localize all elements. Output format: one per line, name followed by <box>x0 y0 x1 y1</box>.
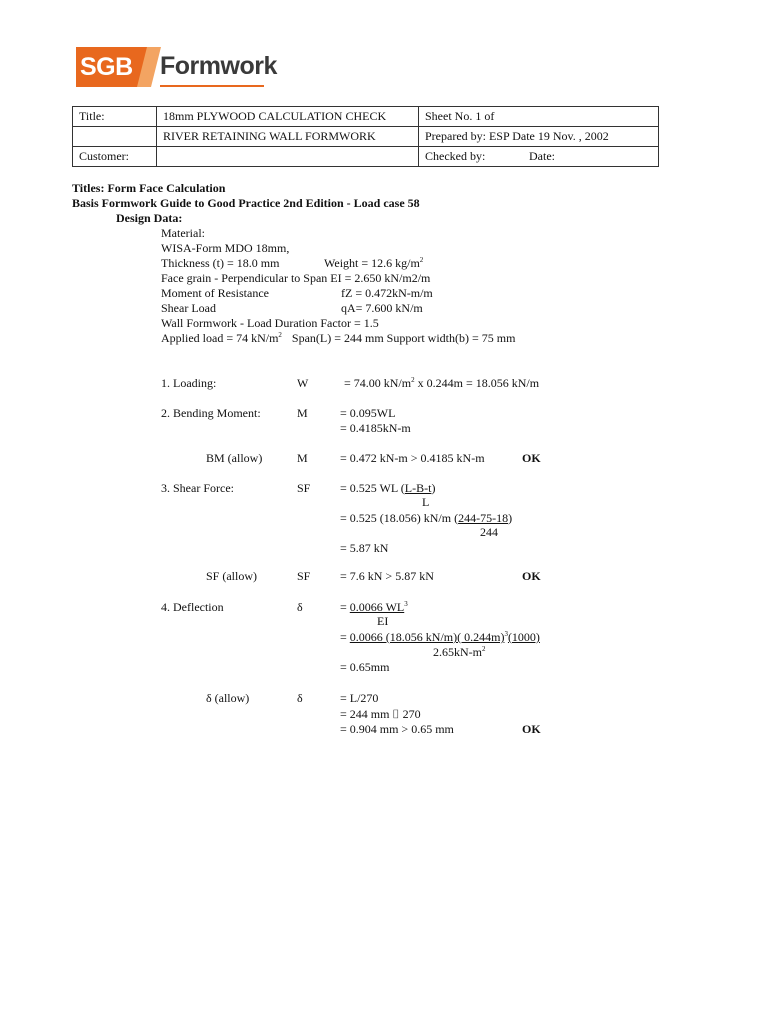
def-allow-eq3: = 0.904 mm > 0.65 mm <box>340 722 454 736</box>
customer-label: Customer: <box>73 147 157 167</box>
bm-allow-eq: = 0.472 kN-m > 0.4185 kN-m <box>340 451 485 465</box>
sf-allow-label: SF (allow) <box>206 569 257 583</box>
design-thickness: Thickness (t) = 18.0 mm <box>161 256 280 270</box>
design-weight-sup: 2 <box>419 256 424 264</box>
loading-eq-b: x 0.244m = 18.056 kN/m <box>414 376 540 390</box>
design-moment-value: fZ = 0.472kN-m/m <box>341 286 433 300</box>
heading-basis: Basis Formwork Guide to Good Practice 2nd Edition - Load case 58 <box>72 196 420 210</box>
company-logo <box>76 47 277 91</box>
bm-allow-label: BM (allow) <box>206 451 263 465</box>
checked-by-cell <box>419 147 659 167</box>
bm-symbol: M <box>297 406 308 420</box>
sf-eq2-numerator: 244-75-18 <box>458 511 509 525</box>
sf-allow-symbol: SF <box>297 569 311 583</box>
title-value: 18mm PLYWOOD CALCULATION CHECK <box>157 107 419 127</box>
def-symbol: δ <box>297 600 303 614</box>
def-label: 4. Deflection <box>161 600 224 614</box>
def-eq2-a: = <box>340 630 350 644</box>
header-row-subtitle <box>73 127 659 147</box>
def-eq2-den-text: 2.65kN-m <box>433 645 482 659</box>
header-row-title <box>73 107 659 127</box>
sf-eq2 <box>340 511 512 526</box>
logo-box-text: SGB <box>80 53 133 81</box>
design-shear-label: Shear Load <box>161 301 216 315</box>
design-wisa: WISA-Form MDO 18mm, <box>161 241 290 255</box>
bm-eq2: = 0.4185kN-m <box>340 421 411 435</box>
def-eq3: = 0.65mm <box>340 660 390 674</box>
design-moment-label: Moment of Resistance <box>161 286 269 300</box>
def-allow-ok: OK <box>522 722 541 736</box>
sf-symbol: SF <box>297 481 311 495</box>
def-allow-label: δ (allow) <box>206 691 250 705</box>
design-weight <box>324 256 423 271</box>
blank-cell <box>73 127 157 147</box>
sf-label: 3. Shear Force: <box>161 481 234 495</box>
design-weight-text: Weight = 12.6 kg/m <box>324 256 420 270</box>
bm-allow-symbol: M <box>297 451 308 465</box>
bm-label: 2. Bending Moment: <box>161 406 261 420</box>
def-eq1 <box>340 600 408 615</box>
sf-eq2-denominator: 244 <box>480 525 498 539</box>
def-eq1-numerator: 0.0066 WL <box>349 600 405 614</box>
logo-box <box>76 47 148 87</box>
logo-underline <box>160 85 264 87</box>
checked-by: Checked by: <box>425 149 486 163</box>
checked-date: Date: <box>529 149 555 163</box>
sf-eq3: = 5.87 kN <box>340 541 389 555</box>
prepared-by: Prepared by: ESP Date 19 Nov. , 2002 <box>419 127 659 147</box>
def-allow-eq1: = L/270 <box>340 691 379 705</box>
def-eq1-a: = <box>340 600 350 614</box>
loading-equation <box>344 376 539 391</box>
header-row-customer <box>73 147 659 167</box>
design-applied-text: Applied load = 74 kN/m <box>161 331 279 345</box>
def-eq2-denominator <box>433 645 486 660</box>
loading-label: 1. Loading: <box>161 376 217 390</box>
heading-titles: Titles: Form Face Calculation <box>72 181 226 195</box>
bm-allow-ok: OK <box>522 451 541 465</box>
def-allow-symbol: δ <box>297 691 303 705</box>
loading-eq-sup: 2 <box>411 376 415 384</box>
def-eq2 <box>340 630 540 645</box>
loading-symbol: W <box>297 376 309 390</box>
sf-allow-eq: = 7.6 kN > 5.87 kN <box>340 569 434 583</box>
loading-eq-a: = 74.00 kN/m <box>344 376 412 390</box>
design-applied-load <box>161 331 515 346</box>
customer-value <box>157 147 419 167</box>
design-face-grain: Face grain - Perpendicular to Span EI = 2.650 kN/m2/m <box>161 271 431 285</box>
sheet-number: Sheet No. 1 of <box>419 107 659 127</box>
def-eq1-sup: 3 <box>404 600 408 608</box>
sf-eq2-a: = 0.525 (18.056) kN/m ( <box>340 511 459 525</box>
heading-design-data: Design Data: <box>116 211 183 225</box>
bm-eq1: = 0.095WL <box>340 406 396 420</box>
sf-eq1-denominator: L <box>422 495 430 509</box>
design-material: Material: <box>161 226 205 240</box>
design-duration: Wall Formwork - Load Duration Factor = 1.5 <box>161 316 379 330</box>
def-allow-eq2: = 244 mm ⌷ 270 <box>340 707 421 721</box>
sf-eq1-numerator: L-B-t <box>404 481 432 495</box>
design-shear-value: qA= 7.600 kN/m <box>341 301 423 315</box>
header-table <box>72 106 659 167</box>
sf-eq1-a: = 0.525 WL ( <box>340 481 405 495</box>
def-eq2-factor: (1000) <box>507 630 540 644</box>
def-eq2-den-sup: 2 <box>482 645 486 653</box>
sf-allow-ok: OK <box>522 569 541 583</box>
def-eq2-numerator: 0.0066 (18.056 kN/m)( 0.244m) <box>349 630 505 644</box>
design-span: Span(L) = 244 mm Support width(b) = 75 mm <box>291 331 516 345</box>
title-label: Title: <box>73 107 157 127</box>
def-eq2-sup: 3 <box>504 630 508 638</box>
def-eq1-denominator: EI <box>377 614 389 628</box>
logo-wordmark: Formwork <box>160 52 277 80</box>
design-applied-sup: 2 <box>278 331 282 339</box>
subtitle-value: RIVER RETAINING WALL FORMWORK <box>157 127 419 147</box>
sf-eq1 <box>340 481 435 496</box>
sf-eq1-b: ) <box>431 481 436 495</box>
sf-eq2-b: ) <box>508 511 513 525</box>
